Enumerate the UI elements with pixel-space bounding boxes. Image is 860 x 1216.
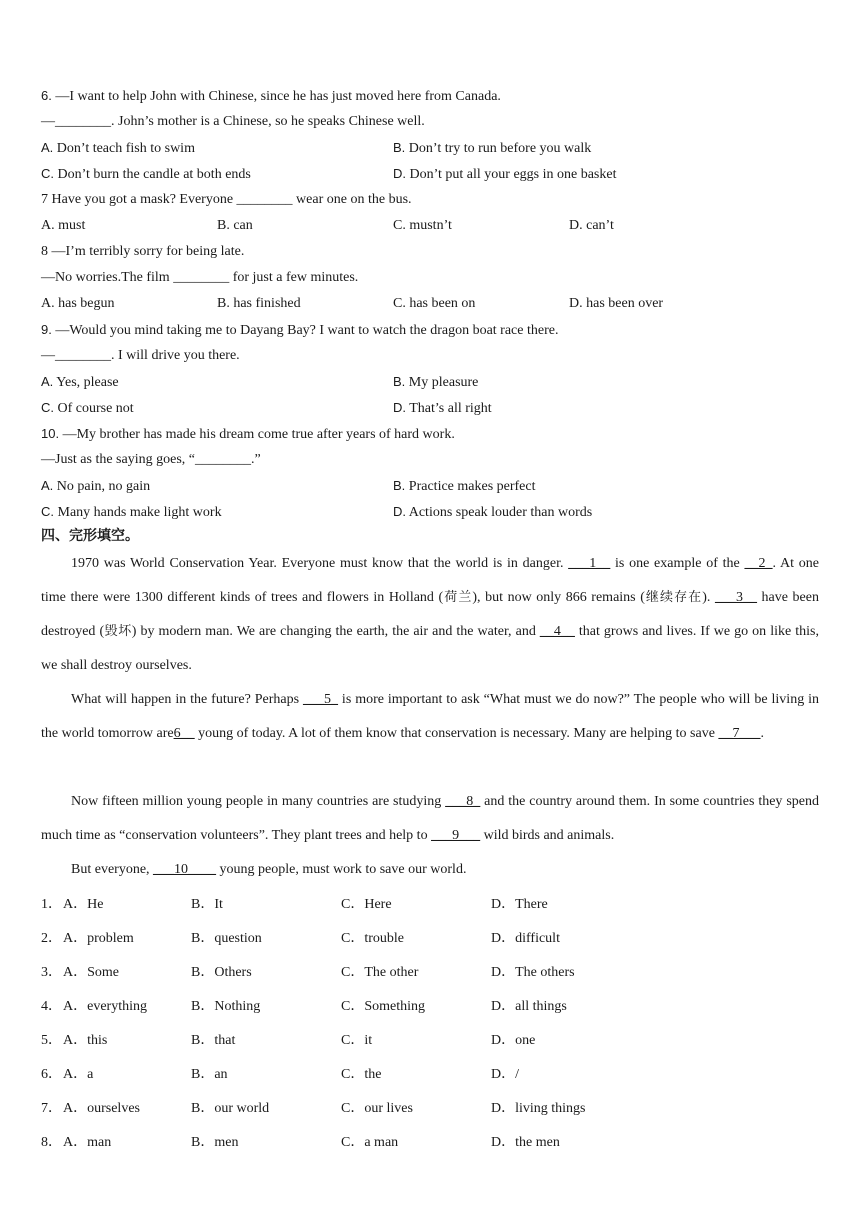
cloze-option-d: D．living things: [491, 1101, 586, 1116]
q7-option-b: B. can: [217, 218, 253, 233]
cloze-option-a: A．everything: [63, 999, 147, 1014]
q9-option-c: C. Of course not: [41, 400, 134, 416]
cloze-option-c: C．trouble: [341, 931, 404, 946]
cloze-option-a: A．ourselves: [63, 1101, 140, 1116]
cloze-option-c: C．Something: [341, 999, 426, 1014]
cloze-question-number: 3．: [41, 965, 62, 980]
cloze-option-c: C．the: [341, 1067, 382, 1082]
blank-10: ___10____: [153, 862, 217, 877]
q6-option-c: C. Don’t burn the candle at both ends: [41, 166, 251, 182]
cloze-option-a: A．He: [63, 897, 104, 912]
blank-2: __2_: [744, 556, 773, 571]
cloze-option-d: D．/: [491, 1067, 519, 1082]
q10-option-b: B. Practice makes perfect: [393, 478, 536, 494]
q10-option-c: C. Many hands make light work: [41, 504, 222, 520]
cloze-option-d: D．The others: [491, 965, 575, 980]
cloze-option-b: B．men: [191, 1135, 239, 1150]
q10-stem: 10. —My brother has made his dream come true after years of hard work.: [41, 426, 455, 442]
cloze-question-number: 4．: [41, 999, 62, 1014]
cloze-option-b: B．that: [191, 1033, 236, 1048]
cloze-option-b: B．Nothing: [191, 999, 261, 1014]
blank-7: __7___: [718, 726, 761, 741]
cloze-option-d: D．the men: [491, 1135, 560, 1150]
q8-option-d: D. has been over: [569, 296, 664, 311]
q8-reply: —No worries.The film ________ for just a few minutes.: [41, 270, 359, 285]
cloze-option-a: A．this: [63, 1033, 108, 1048]
q8-option-b: B. has finished: [217, 296, 301, 311]
cloze-option-c: C．a man: [341, 1135, 399, 1150]
cloze-question-number: 1．: [41, 897, 62, 912]
cloze-option-d: D．one: [491, 1033, 536, 1048]
cloze-option-b: B．Others: [191, 965, 252, 980]
cloze-option-a: A．a: [63, 1067, 94, 1082]
blank-8: ___8_: [445, 794, 481, 809]
cloze-option-b: B．It: [191, 897, 223, 912]
q9-option-b: B. My pleasure: [393, 374, 479, 390]
passage-paragraph-2: What will happen in the future? Perhaps ___5_ is more important to ask “What must we do now?” The people who will be living in the world tomorrow are6__ young of today. A lot of them know that conservation is necessary. Many are helping to save __7___.: [41, 692, 820, 741]
q8-option-c: C. has been on: [393, 296, 476, 311]
cloze-question-number: 2．: [41, 931, 62, 946]
cloze-question-number: 8．: [41, 1135, 62, 1150]
cloze-option-b: B．our world: [191, 1101, 270, 1116]
section-heading: 四、完形填空。: [41, 528, 139, 544]
q6-reply: —________. John’s mother is a Chinese, so he speaks Chinese well.: [41, 114, 425, 129]
q7-option-a: A. must: [41, 218, 86, 233]
cloze-option-d: D．difficult: [491, 931, 560, 946]
q6-number: 6.: [41, 88, 52, 103]
cloze-option-a: A．Some: [63, 965, 119, 980]
blank-3: ___3__: [714, 590, 757, 605]
blank-6: 6__: [173, 726, 195, 741]
q9-option-d: D. That’s all right: [393, 400, 492, 416]
cloze-option-c: C．our lives: [341, 1101, 413, 1116]
cloze-option-c: C．Here: [341, 897, 392, 912]
blank-9: ___9___: [431, 828, 481, 843]
q9-stem: 9. —Would you mind taking me to Dayang Bay? I want to watch the dragon boat race there.: [41, 322, 559, 338]
cloze-question-number: 6．: [41, 1067, 62, 1082]
q6-option-b: B. Don’t try to run before you walk: [393, 140, 592, 156]
passage-paragraph-3: Now fifteen million young people in many countries are studying ___8_ and the country around them. In some countries they spend much time as “conservation volunteers”. They plant trees and help to ___9___ wild birds and animals.: [41, 794, 819, 843]
q6-stem: 6. —I want to help John with Chinese, since he has just moved here from Canada.: [41, 88, 501, 104]
q9-option-a: A. Yes, please: [41, 374, 119, 390]
cloze-option-c: C．The other: [341, 965, 419, 980]
q6-option-a: A. Don’t teach fish to swim: [41, 140, 195, 156]
cloze-question-number: 7．: [41, 1101, 62, 1116]
cloze-option-a: A．problem: [63, 931, 134, 946]
q8-option-a: A. has begun: [41, 296, 115, 311]
cloze-option-b: B．an: [191, 1067, 228, 1082]
passage-paragraph-1: 1970 was World Conservation Year. Everyone must know that the world is in danger. ___1__ is one example of the __2_. At one time there were 1300 different kinds of trees and flowers in Holland (荷兰), but now only 866 remains (继续存在). ___3__ have been destroyed (毁坏) by modern man. We are changing the earth, the air and the water, and __4__ that grows and lives. If we go on like this, we shall destroy ourselves.: [41, 556, 819, 673]
q7-option-d: D. can’t: [569, 218, 614, 233]
q10-reply: —Just as the saying goes, “________.”: [41, 452, 261, 467]
q9-number: 9.: [41, 322, 52, 337]
q10-number: 10.: [41, 426, 60, 441]
q6-option-d: D. Don’t put all your eggs in one basket: [393, 166, 617, 182]
q10-option-d: D. Actions speak louder than words: [393, 504, 593, 520]
cloze-option-a: A．man: [63, 1135, 112, 1150]
blank-1: ___1__: [568, 556, 611, 571]
q7-stem: 7 Have you got a mask? Everyone ________ wear one on the bus.: [41, 192, 412, 207]
cloze-option-d: D．all things: [491, 999, 567, 1014]
passage-paragraph-4: But everyone, ___10____ young people, must work to save our world.: [71, 862, 467, 877]
q7-option-c: C. mustn’t: [393, 218, 452, 233]
q8-stem: 8 —I’m terribly sorry for being late.: [41, 244, 245, 259]
q10-option-a: A. No pain, no gain: [41, 478, 151, 494]
cloze-option-b: B．question: [191, 931, 262, 946]
cloze-option-d: D．There: [491, 897, 548, 912]
blank-5: ___5_: [303, 692, 338, 707]
blank-4: __4__: [539, 624, 575, 639]
q9-reply: —________. I will drive you there.: [41, 348, 240, 363]
cloze-option-c: C．it: [341, 1033, 373, 1048]
cloze-question-number: 5．: [41, 1033, 62, 1048]
